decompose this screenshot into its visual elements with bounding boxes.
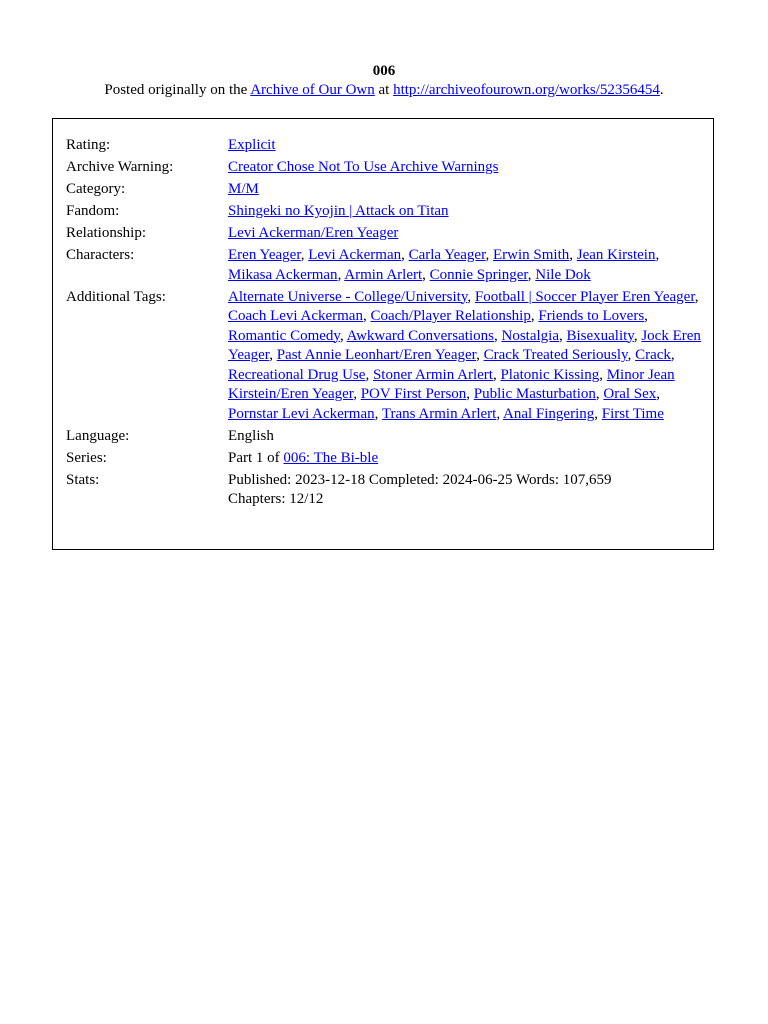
series-value xyxy=(228,449,706,471)
work-title: 006 xyxy=(372,63,396,79)
work-url-link[interactable]: http://archiveofourown.org/works/52356454 xyxy=(393,82,660,98)
warning-label: Archive Warning: xyxy=(66,159,174,175)
additional-tag-link[interactable]: Jock Eren Yeager xyxy=(228,327,701,363)
additional-tag-link[interactable]: POV First Person xyxy=(360,386,467,402)
rating-tag-link[interactable]: Explicit xyxy=(228,137,276,153)
rating-label: Rating: xyxy=(66,137,111,153)
tags-label: Additional Tags: xyxy=(66,288,166,305)
additional-tag-link[interactable]: Awkward Conversations xyxy=(346,327,494,344)
additional-tag-link[interactable]: Nostalgia xyxy=(501,327,559,344)
additional-tag-link[interactable]: Anal Fingering xyxy=(503,405,595,422)
stats-line-2: Chapters: 12/12 xyxy=(228,491,324,507)
posted-line xyxy=(0,81,768,100)
series-link[interactable]: 006: The Bi-ble xyxy=(283,449,379,466)
meta-row-category xyxy=(66,180,706,202)
character-tag-link[interactable]: Jean Kirstein xyxy=(576,247,656,263)
meta-row-series xyxy=(66,449,706,471)
stats-value xyxy=(228,471,706,513)
posted-period: . xyxy=(659,82,664,98)
additional-tag-link[interactable]: Coach/Player Relationship xyxy=(370,308,531,324)
additional-tag-link[interactable]: Trans Armin Arlert xyxy=(381,405,497,422)
meta-row-warning xyxy=(66,158,706,180)
series-prefix: Part 1 of xyxy=(228,449,284,466)
posted-prefix: Posted originally on the xyxy=(104,82,251,98)
fandom-label: Fandom: xyxy=(66,203,120,219)
additional-tag-link[interactable]: Crack xyxy=(635,347,671,363)
additional-tag-link[interactable]: Pornstar Levi Ackerman xyxy=(228,405,375,422)
tags-value: Alternate Universe - College/University, Football | Soccer Player Eren Yeager, Coach Levi Ackerman, Coach/Player Relationship, Friends to Lovers, Romantic Comedy, Awkward Conversations, Nostalgia, Bisexuality, Jock Eren Yeager, Past Annie Leonhart/Eren Yeager, Crack Treated Seriously, Crack, Recreational Drug Use, Stoner Armin Arlert, Platonic Kissing, Minor Jean Kirstein/Eren Yeager, POV First Person, Public Masturbation, Oral Sex, Pornstar Levi Ackerman, Trans Armin Arlert, Anal Fingering, First Time xyxy=(228,288,701,422)
character-tag-link[interactable]: Connie Springer xyxy=(429,266,528,283)
warning-value xyxy=(228,158,706,180)
additional-tag-link[interactable]: Stoner Armin Arlert xyxy=(372,366,493,383)
meta-row-characters xyxy=(66,246,706,288)
stats-label: Stats: xyxy=(66,471,100,488)
additional-tag-link[interactable]: Coach Levi Ackerman xyxy=(228,308,363,324)
meta-row-stats xyxy=(66,471,706,513)
stats-line-1: Published: 2023-12-18 Completed: 2024-06-25 Words: 107,659 xyxy=(228,471,612,488)
relationship-label: Relationship: xyxy=(66,225,146,241)
archive-link[interactable]: Archive of Our Own xyxy=(250,82,375,98)
series-label: Series: xyxy=(66,449,107,466)
additional-tag-link[interactable]: Football | Soccer Player Eren Yeager xyxy=(474,288,695,305)
meta-row-language xyxy=(66,427,706,449)
additional-tag-link[interactable]: Public Masturbation xyxy=(473,386,596,402)
character-tag-link[interactable]: Armin Arlert xyxy=(344,266,423,283)
posted-at: at xyxy=(374,82,394,98)
fandom-tag-link[interactable]: Shingeki no Kyojin | Attack on Titan xyxy=(228,203,449,219)
fandom-value xyxy=(228,202,706,224)
additional-tag-link[interactable]: First Time xyxy=(601,405,664,422)
relationship-tag-link[interactable]: Levi Ackerman/Eren Yeager xyxy=(228,225,399,241)
meta-row-rating xyxy=(66,136,706,158)
meta-box xyxy=(52,118,714,550)
relationship-value xyxy=(228,224,706,246)
additional-tag-link[interactable]: Recreational Drug Use xyxy=(228,366,366,383)
additional-tag-link[interactable]: Crack Treated Seriously xyxy=(483,347,628,363)
meta-table xyxy=(66,136,706,512)
category-label: Category: xyxy=(66,181,126,197)
additional-tag-link[interactable]: Platonic Kissing xyxy=(500,366,600,383)
additional-tag-link[interactable]: Friends to Lovers xyxy=(538,308,645,324)
additional-tag-link[interactable]: Oral Sex xyxy=(603,386,657,402)
character-tag-link[interactable]: Carla Yeager xyxy=(408,247,486,263)
additional-tag-link[interactable]: Bisexuality xyxy=(566,327,634,344)
language-value: English xyxy=(228,427,274,444)
additional-tag-link[interactable]: Alternate Universe - College/University xyxy=(228,288,468,305)
character-tag-link[interactable]: Erwin Smith xyxy=(492,247,570,263)
characters-label: Characters: xyxy=(66,247,135,263)
work-header xyxy=(0,0,768,100)
additional-tag-link[interactable]: Romantic Comedy xyxy=(228,327,340,344)
character-tag-link[interactable]: Levi Ackerman xyxy=(308,247,402,263)
category-value xyxy=(228,180,706,202)
character-tag-link[interactable]: Eren Yeager xyxy=(228,247,301,263)
meta-row-tags xyxy=(66,288,706,427)
characters-value: Eren Yeager, Levi Ackerman, Carla Yeager, Erwin Smith, Jean Kirstein, Mikasa Ackerman, Armin Arlert, Connie Springer, Nile Dok xyxy=(228,247,660,283)
character-tag-link[interactable]: Mikasa Ackerman xyxy=(228,266,338,283)
character-tag-link[interactable]: Nile Dok xyxy=(535,266,591,283)
warning-tag-link[interactable]: Creator Chose Not To Use Archive Warnings xyxy=(228,159,499,175)
meta-row-relationship xyxy=(66,224,706,246)
additional-tag-link[interactable]: Past Annie Leonhart/Eren Yeager xyxy=(276,347,477,363)
category-tag-link[interactable]: M/M xyxy=(228,181,259,197)
meta-row-fandom xyxy=(66,202,706,224)
rating-value xyxy=(228,136,706,158)
additional-tag-link[interactable]: Minor Jean Kirstein/Eren Yeager xyxy=(228,366,675,402)
language-label: Language: xyxy=(66,427,130,444)
